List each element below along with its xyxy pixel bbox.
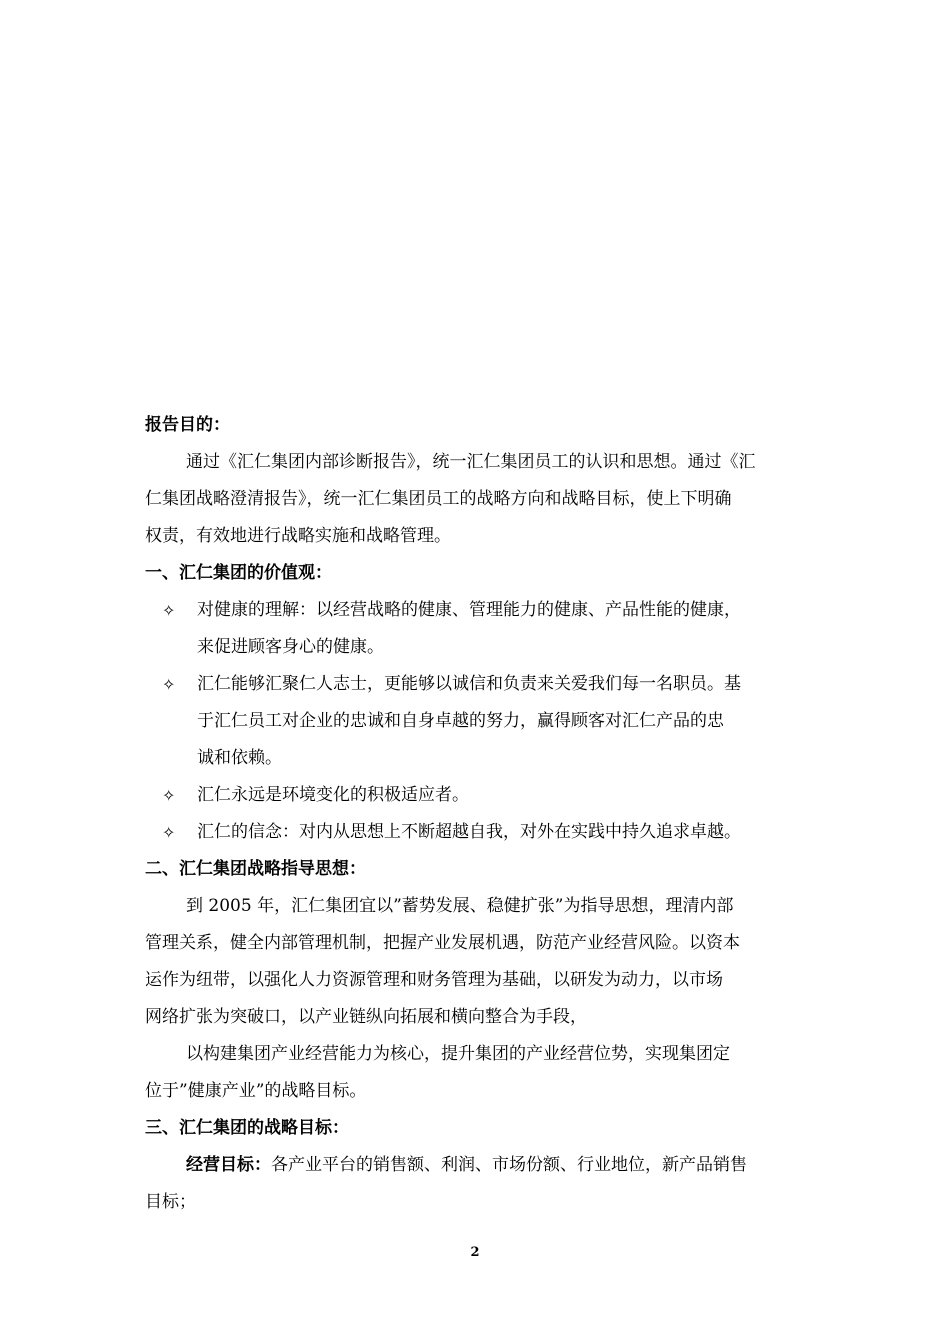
page-number: 2 [470, 1245, 480, 1260]
bullet-text: 汇仁能够汇聚仁人志士，更能够以诚信和负责来关爱我们每一名职员。基 [197, 674, 741, 694]
diamond-star-bullet-icon: ✧ [162, 786, 176, 805]
bullet-text: 诚和依赖。 [197, 748, 282, 768]
bullet-item [145, 777, 810, 814]
paragraph-line [145, 1147, 810, 1184]
paragraph-line: 仁集团战略澄清报告》，统一汇仁集团员工的战略方向和战略目标，使上下明确 [145, 489, 732, 509]
paragraph-line: 运作为纽带，以强化人力资源管理和财务管理为基础，以研发为动力，以市场 [145, 970, 723, 990]
section-heading-guiding: 二、汇仁集团战略指导思想： [145, 859, 366, 879]
paragraph-line: 到 2005 年，汇仁集团宜以”蓄势发展、稳健扩张”为指导思想，理清内部 [186, 896, 734, 916]
diamond-star-bullet-icon: ✧ [162, 601, 176, 620]
goal-text: 各产业平台的销售额、利润、市场份额、行业地位，新产品销售 [271, 1155, 747, 1175]
section-heading-goals: 三、汇仁集团的战略目标： [145, 1118, 349, 1138]
paragraph-line: 权责，有效地进行战略实施和战略管理。 [145, 526, 451, 546]
paragraph-line: 以构建集团产业经营能力为核心，提升集团的产业经营位势，实现集团定 [186, 1044, 730, 1064]
paragraph-line: 通过《汇仁集团内部诊断报告》，统一汇仁集团员工的认识和思想。通过《汇 [186, 452, 756, 472]
bullet-text: 汇仁的信念：对内从思想上不断超越自我，对外在实践中持久追求卓越。 [197, 822, 741, 842]
bullet-text: 来促进顾客身心的健康。 [197, 637, 384, 657]
paragraph-line: 位于”健康产业”的战略目标。 [145, 1081, 367, 1101]
bullet-item [145, 666, 810, 703]
paragraph-line: 管理关系，健全内部管理机制，把握产业发展机遇，防范产业经营风险。以资本 [145, 933, 740, 953]
bullet-text: 汇仁永远是环境变化的积极适应者。 [197, 785, 469, 805]
page-body [145, 407, 810, 1221]
diamond-star-bullet-icon: ✧ [162, 675, 176, 694]
bullet-text: 于汇仁员工对企业的忠诚和自身卓越的努力，赢得顾客对汇仁产品的忠 [197, 711, 724, 731]
section-heading-purpose: 报告目的： [145, 415, 230, 435]
section-heading-values: 一、汇仁集团的价值观： [145, 563, 332, 583]
goal-label: 经营目标： [186, 1155, 271, 1175]
bullet-text: 对健康的理解：以经营战略的健康、管理能力的健康、产品性能的健康， [197, 600, 741, 620]
bullet-item [145, 592, 810, 629]
diamond-star-bullet-icon: ✧ [162, 823, 176, 842]
paragraph-line: 网络扩张为突破口，以产业链纵向拓展和横向整合为手段， [145, 1007, 587, 1027]
bullet-item [145, 814, 810, 851]
paragraph-line: 目标； [145, 1192, 196, 1212]
